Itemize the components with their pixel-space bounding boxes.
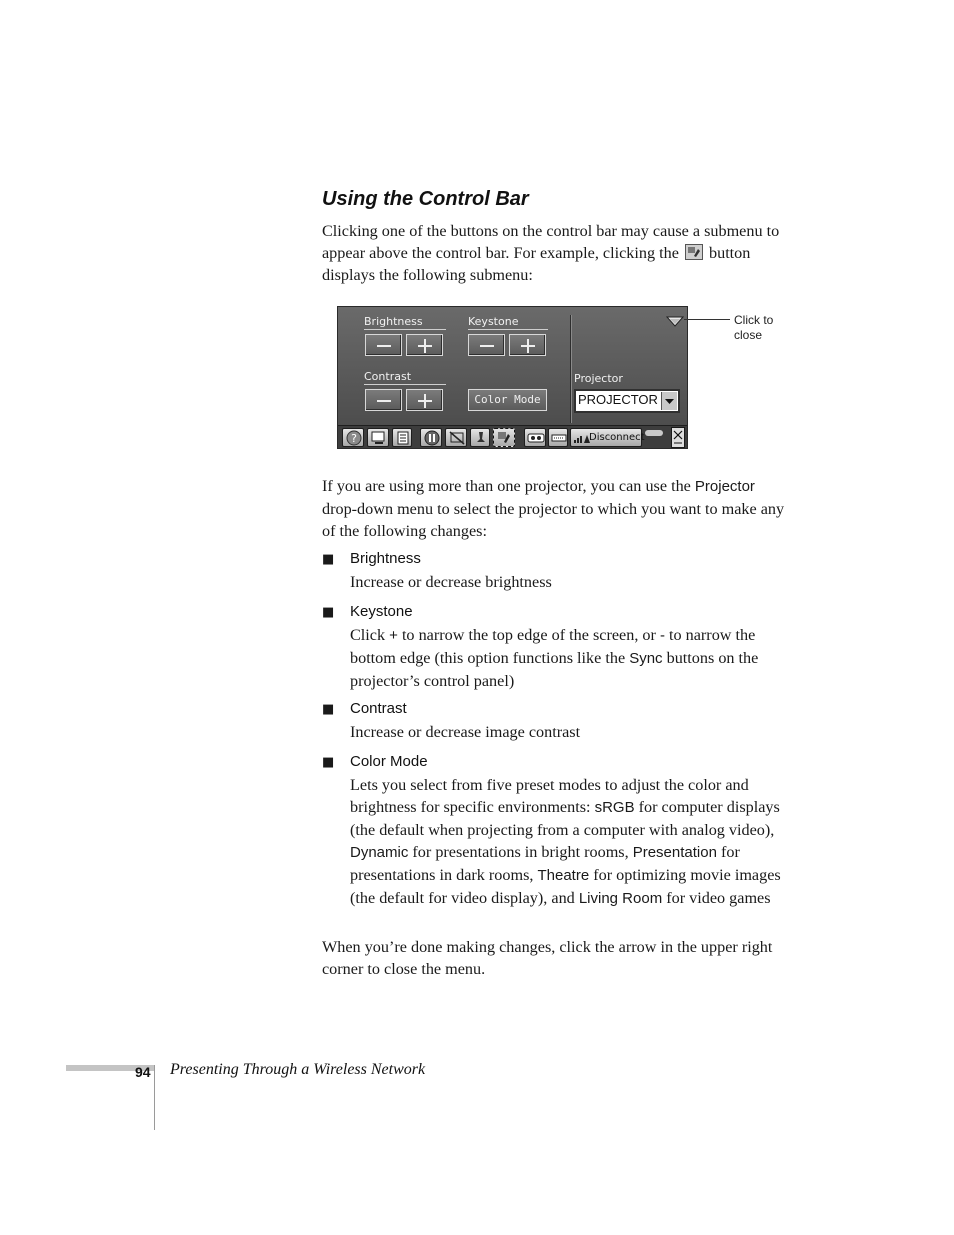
list-button[interactable] bbox=[392, 428, 412, 447]
pointer-button[interactable] bbox=[470, 428, 490, 447]
chevron-down-icon[interactable] bbox=[661, 392, 677, 410]
intro-paragraph bbox=[322, 220, 787, 286]
signal-icon bbox=[574, 433, 590, 443]
contrast-increase-button[interactable] bbox=[406, 389, 443, 411]
keystone-decrease-button[interactable] bbox=[468, 334, 505, 356]
section-title: Using the Control Bar bbox=[322, 188, 529, 210]
projector-select-value: PROJECTOR bbox=[578, 392, 658, 407]
footer-divider bbox=[154, 1065, 155, 1130]
toolbar bbox=[338, 425, 687, 449]
brightness-increase-button[interactable] bbox=[406, 334, 443, 356]
item-body-color-mode: Lets you select from five preset modes to adjust the color and brightness for specific environments: sRGB for computer displays (the default when projecting from a computer with analog video), Dynamic for presentations in bright rooms, Presentation for presentations in dark rooms, Theatre for optimizing movie images (the default for video display), and Living Room for video games bbox=[350, 776, 781, 907]
disconnect-label: Disconnect bbox=[589, 432, 645, 443]
item-body-brightness: Increase or decrease brightness bbox=[350, 573, 552, 591]
bullet-icon: ■ bbox=[322, 702, 335, 717]
item-body-contrast: Increase or decrease image contrast bbox=[350, 723, 581, 741]
callout-text: Click to close bbox=[734, 313, 774, 342]
no-image-button[interactable] bbox=[445, 428, 467, 447]
contrast-label: Contrast bbox=[364, 370, 412, 383]
item-body-keystone: Click + to narrow the top edge of the screen, or - to narrow the bottom edge (this option functions like the Sync buttons on the projector’s control panel) bbox=[350, 626, 759, 690]
page-number: 94 bbox=[135, 1064, 151, 1080]
close-button[interactable] bbox=[671, 427, 685, 448]
callout-line bbox=[684, 319, 730, 320]
projector-term: Projector bbox=[694, 478, 755, 495]
projector-paragraph: If you are using more than one projector, you can use the Projector drop-down menu to select the projector to which you want to make any of the following changes: bbox=[322, 477, 785, 540]
projector-label: Projector bbox=[574, 372, 623, 385]
brightness-label: Brightness bbox=[364, 315, 423, 328]
remote-button[interactable] bbox=[548, 428, 568, 447]
bullet-icon: ■ bbox=[322, 605, 335, 620]
video-button[interactable] bbox=[524, 428, 546, 447]
bullet-icon: ■ bbox=[322, 755, 335, 770]
plus-icon bbox=[424, 339, 426, 353]
contrast-decrease-button[interactable] bbox=[365, 389, 402, 411]
monitor-icon bbox=[372, 432, 384, 441]
display-button[interactable] bbox=[367, 428, 389, 447]
settings-menu-button[interactable] bbox=[493, 428, 515, 447]
keystone-label: Keystone bbox=[468, 315, 519, 328]
projector-select[interactable] bbox=[574, 389, 680, 413]
pause-icon bbox=[429, 434, 431, 442]
minus-icon bbox=[377, 345, 391, 347]
help-button[interactable] bbox=[342, 428, 364, 447]
item-head-color-mode: Color Mode bbox=[350, 753, 428, 770]
status-indicator bbox=[645, 430, 663, 436]
keystone-increase-button[interactable] bbox=[509, 334, 546, 356]
bullet-icon: ■ bbox=[322, 552, 335, 567]
item-head-brightness: Brightness bbox=[350, 550, 421, 567]
pointer-icon bbox=[477, 432, 485, 442]
closing-paragraph: When you’re done making changes, click the arrow in the upper right corner to close the menu. bbox=[322, 938, 773, 978]
running-title: Presenting Through a Wireless Network bbox=[170, 1061, 426, 1078]
brightness-decrease-button[interactable] bbox=[365, 334, 402, 356]
pause-button[interactable] bbox=[420, 428, 442, 447]
control-bar-screenshot bbox=[337, 306, 688, 449]
item-head-keystone: Keystone bbox=[350, 603, 413, 620]
color-mode-button[interactable]: Color Mode bbox=[468, 389, 547, 411]
intro-text-end: button displays the following submenu: bbox=[322, 244, 751, 284]
settings-menu-icon bbox=[685, 244, 703, 260]
disconnect-button[interactable] bbox=[570, 428, 645, 447]
intro-text-start: Clicking one of the buttons on the control bar may cause a submenu to appear above the control bar. For example, clicking the bbox=[322, 222, 780, 262]
item-head-contrast: Contrast bbox=[350, 700, 407, 717]
close-arrow-icon[interactable] bbox=[666, 315, 684, 333]
tape-icon bbox=[528, 434, 544, 442]
question-icon: ? bbox=[351, 432, 357, 445]
